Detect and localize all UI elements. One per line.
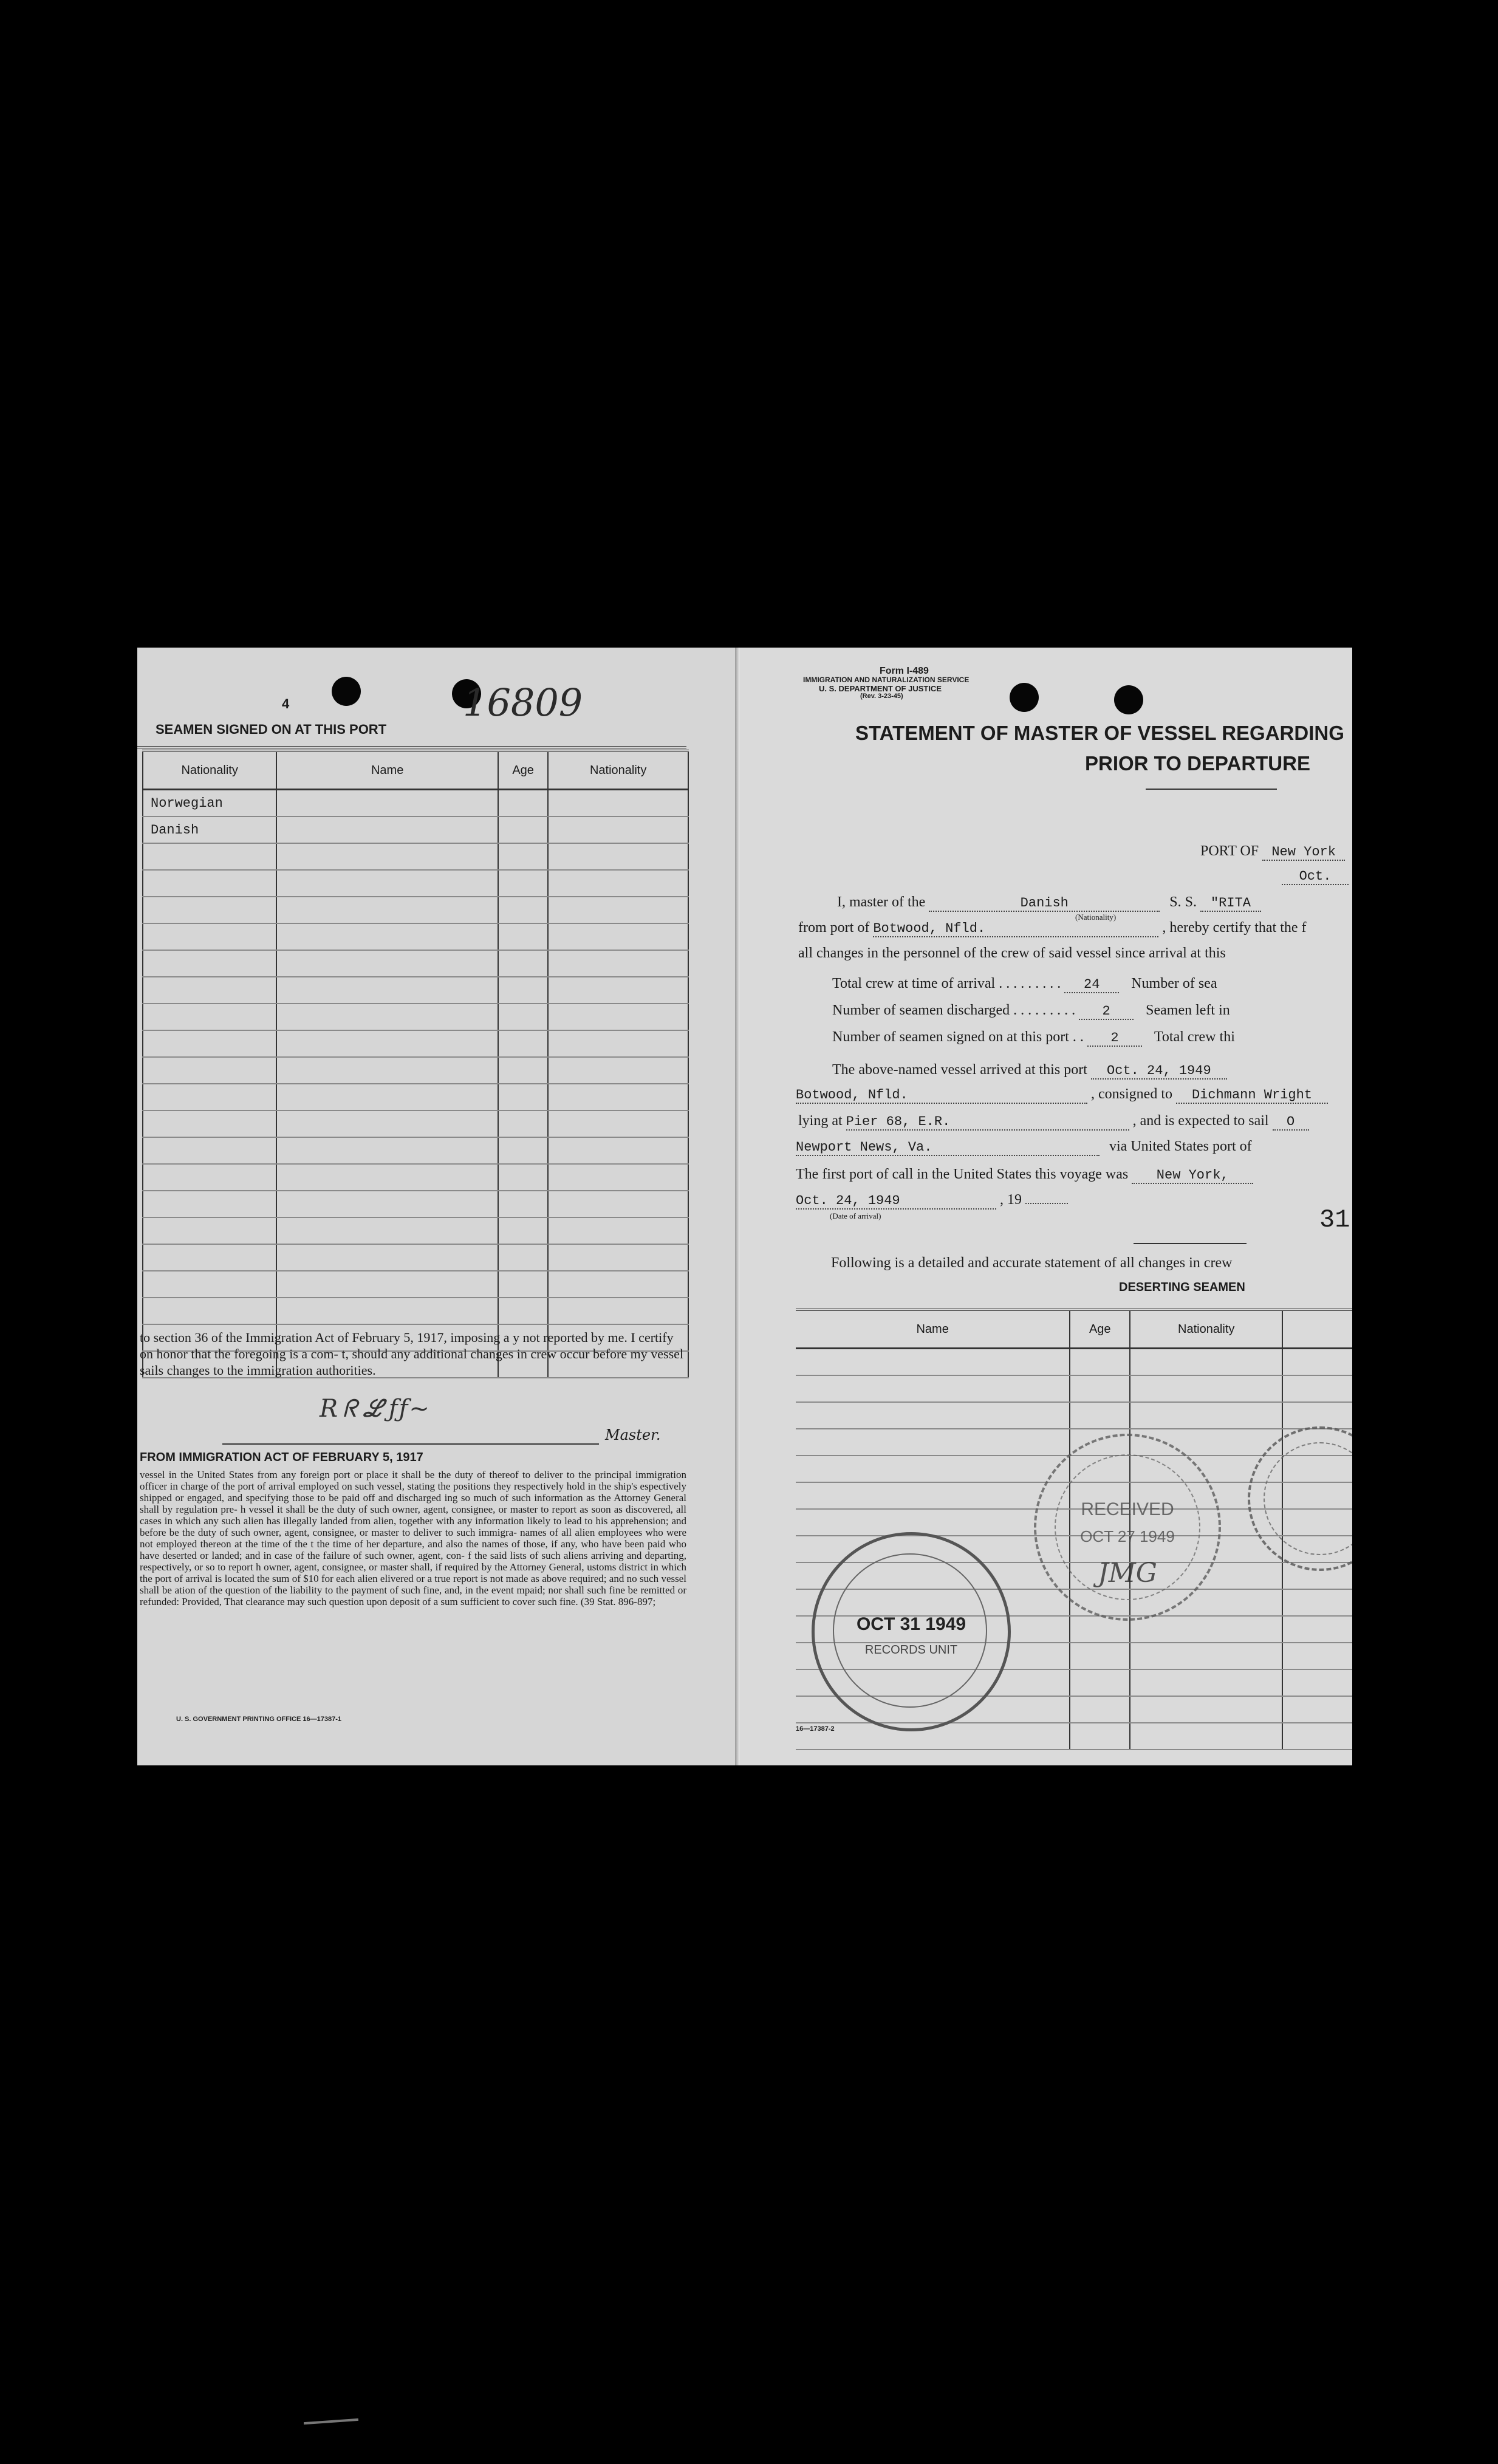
sail-to-value: Newport News, Va. (796, 1140, 1100, 1156)
lying-at-value: Pier 68, E.R. (846, 1114, 1129, 1131)
punch-hole (1010, 683, 1039, 712)
right-page (740, 648, 1352, 1765)
blank-cell (143, 1057, 276, 1084)
blank-cell (276, 1217, 498, 1244)
blank-cell (796, 1429, 1070, 1456)
blank-cell (276, 870, 498, 897)
table-row (143, 923, 688, 950)
blank-cell (548, 1111, 688, 1137)
punch-hole (1114, 685, 1143, 714)
ss-label: S. S. (1169, 894, 1197, 910)
blank-cell (498, 897, 548, 923)
port-of-label: PORT OF (1200, 843, 1259, 859)
blank-cell (548, 1217, 688, 1244)
col-header: Nationality (143, 751, 276, 790)
blank-cell (1070, 1723, 1130, 1750)
day-number: 31 (1319, 1205, 1350, 1234)
blank-cell (498, 1137, 548, 1164)
blank-cell (548, 1084, 688, 1111)
blank-cell (276, 897, 498, 923)
blank-cell (143, 923, 276, 950)
blank-cell (1130, 1669, 1282, 1696)
blank-cell (276, 923, 498, 950)
blank-cell (548, 1137, 688, 1164)
blank-cell (276, 1244, 498, 1271)
col-header: Age (1070, 1310, 1130, 1349)
blank-cell (276, 1191, 498, 1217)
received-text: RECEIVED (1081, 1499, 1174, 1519)
col-header (1282, 1310, 1352, 1349)
blank-cell (1070, 1402, 1130, 1429)
cell-name (276, 790, 498, 817)
blank-cell (498, 1298, 548, 1324)
blank-cell (498, 1191, 548, 1217)
blank-cell (143, 1111, 276, 1137)
blank-cell (276, 1111, 498, 1137)
total-crew-this: Total crew thi (1154, 1029, 1235, 1045)
blank-cell (548, 897, 688, 923)
blank-cell (1282, 1375, 1352, 1402)
blank-cell (1282, 1723, 1352, 1750)
blank-cell (143, 1004, 276, 1030)
blank-cell (548, 870, 688, 897)
blank-cell (143, 1164, 276, 1191)
blank-cell (548, 977, 688, 1004)
blank-cell (548, 923, 688, 950)
printer-line: U. S. GOVERNMENT PRINTING OFFICE 16—17387-1 (176, 1716, 342, 1723)
col-header: Age (498, 751, 548, 790)
year-label: , 19 (1000, 1192, 1022, 1208)
law-text: vessel in the United States from any foreign port or place it shall be the duty of thereof to deliver to the principal immigration officer in charge of the port of arrival employed on such vessel, stating the positions they respectively hold in the ship's espectively shipped or engaged, and specifying those to be paid off and discharged ing so much of such information as the Attorney General shall by regulation pre- h vessel it shall be the duty of such owner, agent, consignee, or master to report as soon as discovered, all cases in which any such alien has illegally landed from alien, together with any information likely to lead to his apprehension; and before be the duty of such owner, agent, consignee, or master to deliver to such immigra- names of all alien employees who were not employed thereon at the time of the t the time of her departure, and also the names of those, if any, who have been paid who have deserted or landed; and in case of the failure of such owner, agent, con- f the said lists of such aliens arriving and departing, respectively, or so to report h owner, agent, consignee, or master shall, if required by the Attorney General, ustoms district in which the port of arrival is located the sum of $10 for each alien elivered or a true report is not made as above required; and no such vessel shall be ation of the question of the liability to the payment of such fine, and, in the event mpaid; nor shall such fine be remitted or refunded: Provided, That clearance may such question upon deposit of a sum sufficient to cover such fine. (39 Stat. 896-897; (140, 1469, 686, 1607)
table-row (143, 897, 688, 923)
from-port-value: Botwood, Nfld. (873, 921, 1158, 937)
table-row (143, 1217, 688, 1244)
punch-hole (332, 677, 361, 706)
table-row (143, 1191, 688, 1217)
agency-line-2: U. S. DEPARTMENT OF JUSTICE (819, 684, 942, 693)
blank-cell (276, 950, 498, 977)
table-row (143, 1298, 688, 1324)
blank-cell (143, 977, 276, 1004)
blank-cell (1282, 1616, 1352, 1643)
master-of-label: I, master of the (837, 894, 926, 910)
blank-cell (498, 1111, 548, 1137)
table-row (143, 870, 688, 897)
cell-name (276, 816, 498, 843)
col-header: Name (796, 1310, 1070, 1349)
expected-value: O (1273, 1114, 1309, 1131)
blank-cell (1070, 1696, 1130, 1723)
form-title-1: STATEMENT OF MASTER OF VESSEL REGARDING (855, 722, 1344, 744)
cell-age (498, 790, 548, 817)
signed-on-table (142, 750, 689, 1378)
blank-cell (1282, 1696, 1352, 1723)
table-row (143, 1004, 688, 1030)
table-row (143, 1111, 688, 1137)
blank-cell (548, 1004, 688, 1030)
port-of-value: New York (1262, 844, 1345, 861)
records-unit-stamp (812, 1532, 1011, 1731)
following-text: Following is a detailed and accurate statement of all changes in crew (831, 1255, 1233, 1271)
signature-line (222, 1443, 599, 1445)
blank-cell (276, 1030, 498, 1057)
arrived-label: The above-named vessel arrived at this port (832, 1062, 1087, 1078)
blank-cell (143, 1137, 276, 1164)
deserting-heading: DESERTING SEAMEN (1119, 1281, 1245, 1294)
arrived-value: Oct. 24, 1949 (1091, 1063, 1227, 1080)
received-date: OCT 27 1949 (1080, 1527, 1175, 1545)
blank-cell (498, 870, 548, 897)
blank-cell (276, 1084, 498, 1111)
blank-cell (1070, 1669, 1130, 1696)
ss-value: "RITA (1200, 895, 1261, 912)
blank-cell (276, 1004, 498, 1030)
printer-line: 16—17387-2 (796, 1725, 835, 1733)
cell-age (498, 816, 548, 843)
blank-cell (143, 1191, 276, 1217)
blank-cell (1130, 1616, 1282, 1643)
blank-cell (548, 1057, 688, 1084)
blank-cell (498, 843, 548, 870)
divider (137, 746, 686, 748)
law-heading: FROM IMMIGRATION ACT OF FEBRUARY 5, 1917 (140, 1451, 423, 1464)
blank-cell (796, 1349, 1070, 1376)
first-port-label: The first port of call in the United States this voyage was (796, 1166, 1129, 1182)
blank-cell (498, 950, 548, 977)
blank-cell (143, 1271, 276, 1298)
left-page (137, 648, 740, 1765)
consigned-label: , consigned to (1091, 1086, 1172, 1102)
blank-cell (498, 1004, 548, 1030)
blank-cell (498, 1164, 548, 1191)
table-row (143, 843, 688, 870)
from-value: Botwood, Nfld. (796, 1087, 1087, 1104)
col-header: Name (276, 751, 498, 790)
blank-cell (498, 1217, 548, 1244)
table-row (143, 1084, 688, 1111)
file-number: 16809 (463, 680, 583, 725)
blank-cell (796, 1482, 1070, 1509)
master-label: Master. (605, 1426, 661, 1443)
table-row (143, 1137, 688, 1164)
col-header: Nationality (548, 751, 688, 790)
blank-cell (1282, 1589, 1352, 1616)
table-row (796, 1349, 1352, 1376)
blank-cell (796, 1402, 1070, 1429)
form-number: Form I-489 (880, 666, 929, 676)
blank-cell (498, 1244, 548, 1271)
blank-cell (143, 1298, 276, 1324)
blank-cell (498, 1057, 548, 1084)
table-row (143, 790, 688, 817)
table-row (796, 1402, 1352, 1429)
seamen-left: Seamen left in (1146, 1002, 1230, 1018)
blank-cell (548, 843, 688, 870)
blank-cell (548, 1271, 688, 1298)
scan-artifact (304, 2418, 358, 2425)
blank-cell (498, 1271, 548, 1298)
blank-cell (796, 1456, 1070, 1482)
cell-nationality: Norwegian (143, 790, 276, 817)
blank-cell (548, 1298, 688, 1324)
from-port-label: from port of (798, 920, 870, 936)
blank-cell (498, 923, 548, 950)
via-label: via United States port of (1109, 1138, 1252, 1154)
first-port-value: New York, (1132, 1168, 1253, 1184)
table-row (143, 977, 688, 1004)
lying-at-label: lying at (798, 1113, 843, 1129)
table-row (796, 1375, 1352, 1402)
blank-cell (143, 1217, 276, 1244)
blank-cell (1130, 1375, 1282, 1402)
blank-cell (276, 1271, 498, 1298)
blank-cell (143, 843, 276, 870)
discharged-label: Number of seamen discharged . . . . . . . . . (832, 1002, 1076, 1018)
records-date: OCT 31 1949 (856, 1614, 966, 1634)
discharged-value: 2 (1079, 1004, 1134, 1020)
blank-cell (143, 1084, 276, 1111)
blank-cell (498, 1030, 548, 1057)
blank-cell (548, 1244, 688, 1271)
expected-label: , and is expected to sail (1132, 1113, 1269, 1129)
certification-text: to section 36 of the Immigration Act of February 5, 1917, imposing a y not reported by me. I certify on honor that the foregoing is a com- t, should any additional changes in crew occur before my vessel sails changes to the immigration authorities. (140, 1330, 684, 1378)
blank-cell (1130, 1643, 1282, 1669)
blank-cell (276, 1298, 498, 1324)
blank-cell (1282, 1643, 1352, 1669)
nationality-value: Danish (929, 895, 1160, 912)
table-row (143, 1271, 688, 1298)
blank-cell (143, 950, 276, 977)
blank-cell (143, 870, 276, 897)
blank-cell (143, 897, 276, 923)
blank-cell (276, 977, 498, 1004)
signed-on-value: 2 (1087, 1030, 1142, 1047)
blank-cell (548, 1164, 688, 1191)
all-changes: all changes in the personnel of the crew of said vessel since arrival at this (798, 945, 1226, 961)
blank-cell (143, 1244, 276, 1271)
rev-line: (Rev. 3-23-45) (860, 693, 903, 700)
consigned-value: Dichmann Wright (1176, 1087, 1328, 1104)
blank-cell (276, 1164, 498, 1191)
blank-cell (276, 1057, 498, 1084)
blank-cell (796, 1509, 1070, 1536)
arrival-date-caption: (Date of arrival) (830, 1211, 881, 1220)
blank-cell (1070, 1349, 1130, 1376)
table-row (143, 950, 688, 977)
blank-cell (1130, 1696, 1282, 1723)
cell-nationality-2 (548, 816, 688, 843)
total-crew-value: 24 (1064, 977, 1119, 993)
blank-cell (498, 977, 548, 1004)
records-unit-text: RECORDS UNIT (864, 1643, 958, 1657)
cell-nationality-2 (548, 790, 688, 817)
blank-cell (1282, 1669, 1352, 1696)
blank-cell (1070, 1375, 1130, 1402)
nationality-caption: (Nationality) (1075, 912, 1117, 922)
col-header: Nationality (1130, 1310, 1282, 1349)
blank-cell (1130, 1402, 1282, 1429)
blank-cell (1130, 1349, 1282, 1376)
blank-cell (548, 1191, 688, 1217)
hereby-certify: , hereby certify that the f (1162, 920, 1307, 936)
table-row (143, 1164, 688, 1191)
section-title: SEAMEN SIGNED ON AT THIS PORT (156, 722, 387, 737)
table-row (796, 1723, 1352, 1750)
total-crew-label: Total crew at time of arrival . . . . . . . . . (832, 976, 1061, 991)
blank-cell (548, 950, 688, 977)
signed-on-label: Number of seamen signed on at this port . . (832, 1029, 1084, 1045)
form-title-2: PRIOR TO DEPARTURE (1085, 752, 1310, 775)
date-value: Oct. (1282, 869, 1349, 885)
year-blank (1025, 1203, 1068, 1204)
blank-cell (1070, 1643, 1130, 1669)
page-number: 4 (282, 696, 290, 711)
cell-nationality: Danish (143, 816, 276, 843)
blank-cell (1130, 1723, 1282, 1750)
blank-cell (1282, 1349, 1352, 1376)
initials: JMG (1098, 1558, 1157, 1589)
stamp-ring (1264, 1442, 1352, 1555)
agency-line-1: IMMIGRATION AND NATURALIZATION SERVICE (803, 676, 970, 684)
blank-cell (796, 1375, 1070, 1402)
table-row (143, 1057, 688, 1084)
master-signature: R​ ᖇ ​ℒ ƒƒ​~ (320, 1395, 431, 1423)
blank-cell (143, 1030, 276, 1057)
table-row (143, 1244, 688, 1271)
blank-cell (548, 1030, 688, 1057)
blank-cell (276, 843, 498, 870)
blank-cell (498, 1084, 548, 1111)
table-row (143, 1030, 688, 1057)
received-stamp (1034, 1434, 1221, 1621)
separator-rule (1134, 1243, 1247, 1244)
table-row (143, 816, 688, 843)
title-rule (1146, 789, 1277, 790)
blank-cell (1282, 1402, 1352, 1429)
number-of-sea: Number of sea (1131, 976, 1217, 991)
arrival-date-value: Oct. 24, 1949 (796, 1193, 996, 1210)
blank-cell (276, 1137, 498, 1164)
